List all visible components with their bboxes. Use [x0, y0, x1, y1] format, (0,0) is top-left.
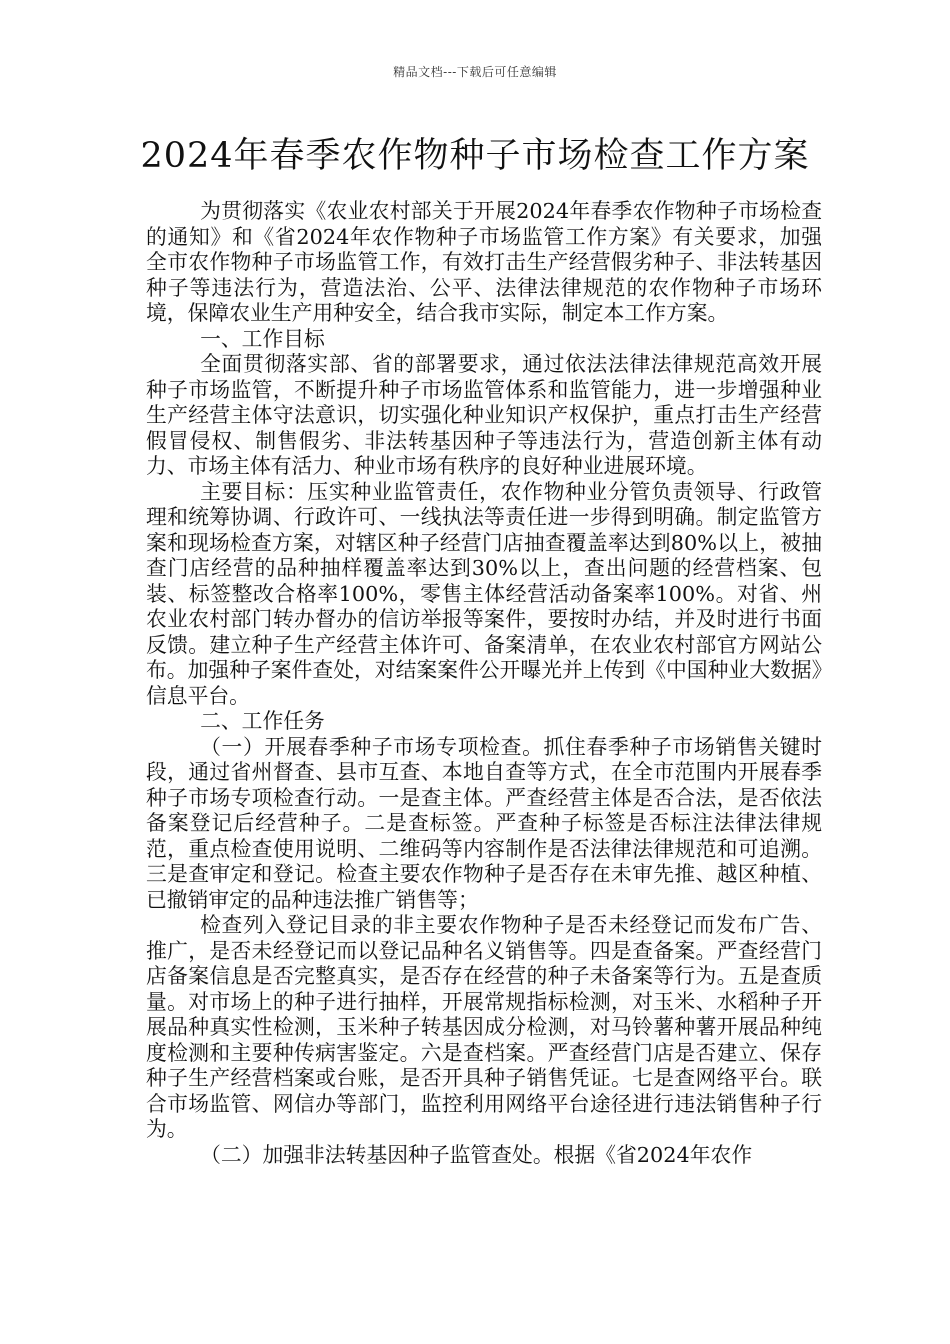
- paragraph-intro: 为贯彻落实《农业农村部关于开展2024年春季农作物种子市场检查的通知》和《省2024年农作物种子市场监管工作方案》有关要求，加强全市农作物种子市场监管工作，有效打击生产经营假劣种子、非法转基因种子等违法行为，营造法治、公平、法律法律规范的农作物种子市场环境，保障农业生产用种安全，结合我市实际，制定本工作方案。: [146, 199, 822, 325]
- paragraph-task-2: （二）加强非法转基因种子监管查处。根据《省2024年农作: [200, 1142, 753, 1167]
- paragraph-task-1: （一）开展春季种子市场专项检查。抓住春季种子市场销售关键时段，通过省州督查、县市互查、本地自查等方式，在全市范围内开展春季种子市场专项检查行动。一是查主体。严查经营主体是否合法，是否依法备案登记后经营种子。二是查标签。严查种子标签是否标注法律法律规范，重点检查使用说明、二维码等内容制作是否法律法律规范和可追溯。三是查审定和登记。检查主要农作物种子是否存在未审先推、越区种植、已撤销审定的品种违法推广销售等；: [146, 734, 822, 912]
- paragraph-goals: 全面贯彻落实部、省的部署要求，通过依法法律法律规范高效开展种子市场监管，不断提升种子市场监管体系和监管能力，进一步增强种业生产经营主体守法意识，切实强化种业知识产权保护，重点打击生产经营假冒侵权、制售假劣、非法转基因种子等违法行为，营造创新主体有动力、市场主体有活力、种业市场有秩序的良好种业进展环境。: [146, 352, 822, 478]
- document-body: [146, 199, 822, 1168]
- paragraph-main-goals: 主要目标：压实种业监管责任，农作物种业分管负责领导、行政管理和统筹协调、行政许可、一线执法等责任进一步得到明确。制定监管方案和现场检查方案，对辖区种子经营门店抽查覆盖率达到80%以上，被抽查门店经营的品种抽样覆盖率达到30%以上，查出问题的经营档案、包装、标签整改合格率100%，零售主体经营活动备案率100%。对省、州农业农村部门转办督办的信访举报等案件，要按时办结，并及时进行书面反馈。建立种子生产经营主体许可、备案清单，在农业农村部官方网站公布。加强种子案件查处，对结案案件公开曝光并上传到《中国种业大数据》信息平台。: [146, 479, 822, 708]
- section-heading-tasks: 二、工作任务: [200, 709, 325, 733]
- header-note: 精品文档---下载后可任意编辑: [393, 65, 557, 79]
- paragraph-task-1-cont: 检查列入登记目录的非主要农作物种子是否未经登记而发布广告、推广，是否未经登记而以登记品种名义销售等。四是查备案。严查经营门店备案信息是否完整真实，是否存在经营的种子未备案等行为。五是查质量。对市场上的种子进行抽样，开展常规指标检测，对玉米、水稻种子开展品种真实性检测，玉米种子转基因成分检测，对马铃薯种薯开展品种纯度检测和主要种传病害鉴定。六是查档案。严查经营门店是否建立、保存种子生产经营档案或台账，是否开具种子销售凭证。七是查网络平台。联合市场监管、网信办等部门，监控利用网络平台途径进行违法销售种子行为。: [146, 913, 822, 1141]
- section-heading-goals: 一、工作目标: [200, 326, 325, 351]
- document-title: 2024年春季农作物种子市场检查工作方案: [140, 136, 810, 176]
